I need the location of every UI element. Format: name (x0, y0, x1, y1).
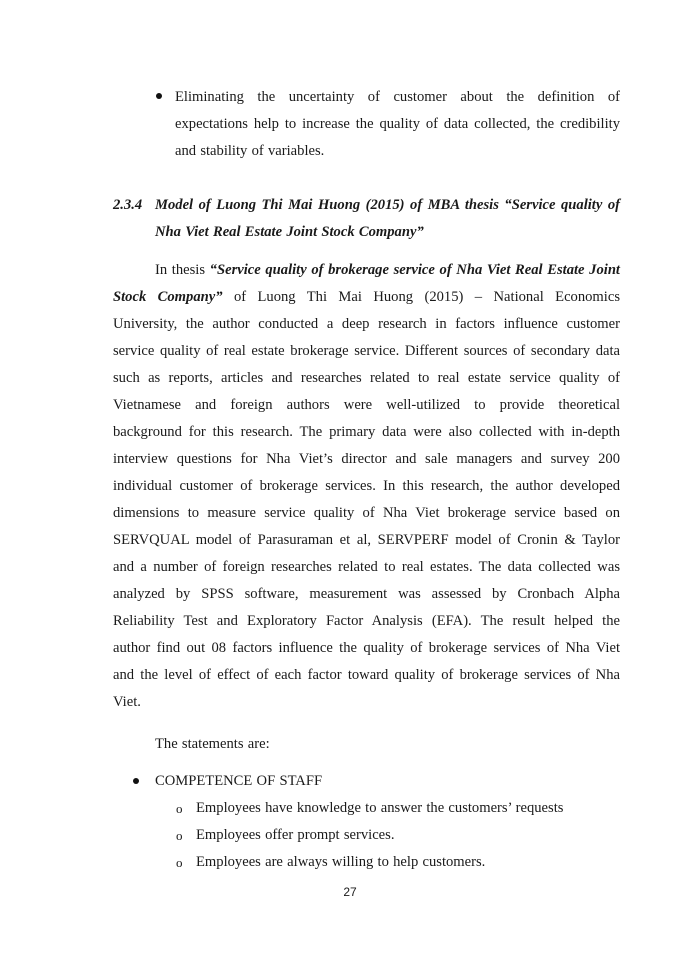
paragraph-line: Viet. (113, 694, 141, 710)
statement-item: Employees have knowledge to answer the customers’ requests (196, 800, 564, 816)
paragraph-line: service quality of real estate brokerage service. Different sources of secondary data (113, 343, 620, 359)
paragraph-line: Reliability Test and Exploratory Factor Analysis (EFA). The result helped the (113, 613, 620, 629)
paragraph-first-line (155, 260, 620, 280)
statements-intro: The statements are: (155, 736, 270, 752)
paragraph-line: and the level of effect of each factor toward quality of brokerage services of Nha (113, 667, 620, 683)
bullet-text-line: and stability of variables. (175, 143, 325, 159)
bullet-text-line: expectations help to increase the quality of data collected, the credibility (175, 116, 620, 132)
paragraph-line: background for this research. The primary data were also collected with in-depth (113, 424, 620, 440)
paragraph-line: University, the author conducted a deep research in factors influence customer (113, 316, 620, 332)
section-number: 2.3.4 (113, 197, 143, 213)
bullet-icon (156, 93, 162, 99)
page-number: 27 (343, 885, 357, 899)
paragraph-text: of Luong Thi Mai Huong (2015) – National Economics (222, 289, 620, 305)
circle-bullet-icon: o (176, 855, 183, 870)
circle-bullet-icon: o (176, 828, 183, 843)
paragraph-line (113, 287, 620, 307)
bullet-icon (133, 778, 139, 784)
paragraph-line: analyzed by SPSS software, measurement was assessed by Cronbach Alpha (113, 586, 620, 602)
paragraph-line: dimensions to measure service quality of Nha Viet brokerage service based on (113, 505, 620, 521)
circle-bullet-icon: o (176, 801, 183, 816)
paragraph-intro: In thesis (155, 262, 210, 278)
thesis-title: “Service quality of brokerage service of Nha Viet Real Estate Joint (209, 262, 620, 278)
paragraph-line: and a number of foreign researches related to real estates. The data collected was (113, 559, 620, 575)
paragraph-line: SERVQUAL model of Parasuraman et al, SERVPERF model of Cronin & Taylor (113, 532, 620, 548)
bullet-text-line: Eliminating the uncertainty of customer about the definition of (175, 89, 620, 105)
paragraph-line: interview questions for Nha Viet’s director and sale managers and survey 200 (113, 451, 620, 467)
paragraph-line: author find out 08 factors influence the quality of brokerage services of Nha Viet (113, 640, 620, 656)
section-title-cont: Nha Viet Real Estate Joint Stock Company” (155, 224, 424, 240)
paragraph-line: individual customer of brokerage services. In this research, the author developed (113, 478, 620, 494)
section-title: Model of Luong Thi Mai Huong (2015) of MBA thesis “Service quality of (155, 197, 620, 213)
statement-item: Employees offer prompt services. (196, 827, 395, 843)
thesis-title-cont: Stock Company” (113, 289, 223, 305)
paragraph-line: such as reports, articles and researches related to real estate service quality of (113, 370, 620, 386)
competence-heading: COMPETENCE OF STAFF (155, 773, 323, 789)
paragraph-line: Vietnamese and foreign authors were well-utilized to provide theoretical (113, 397, 620, 413)
statement-item: Employees are always willing to help customers. (196, 854, 486, 870)
